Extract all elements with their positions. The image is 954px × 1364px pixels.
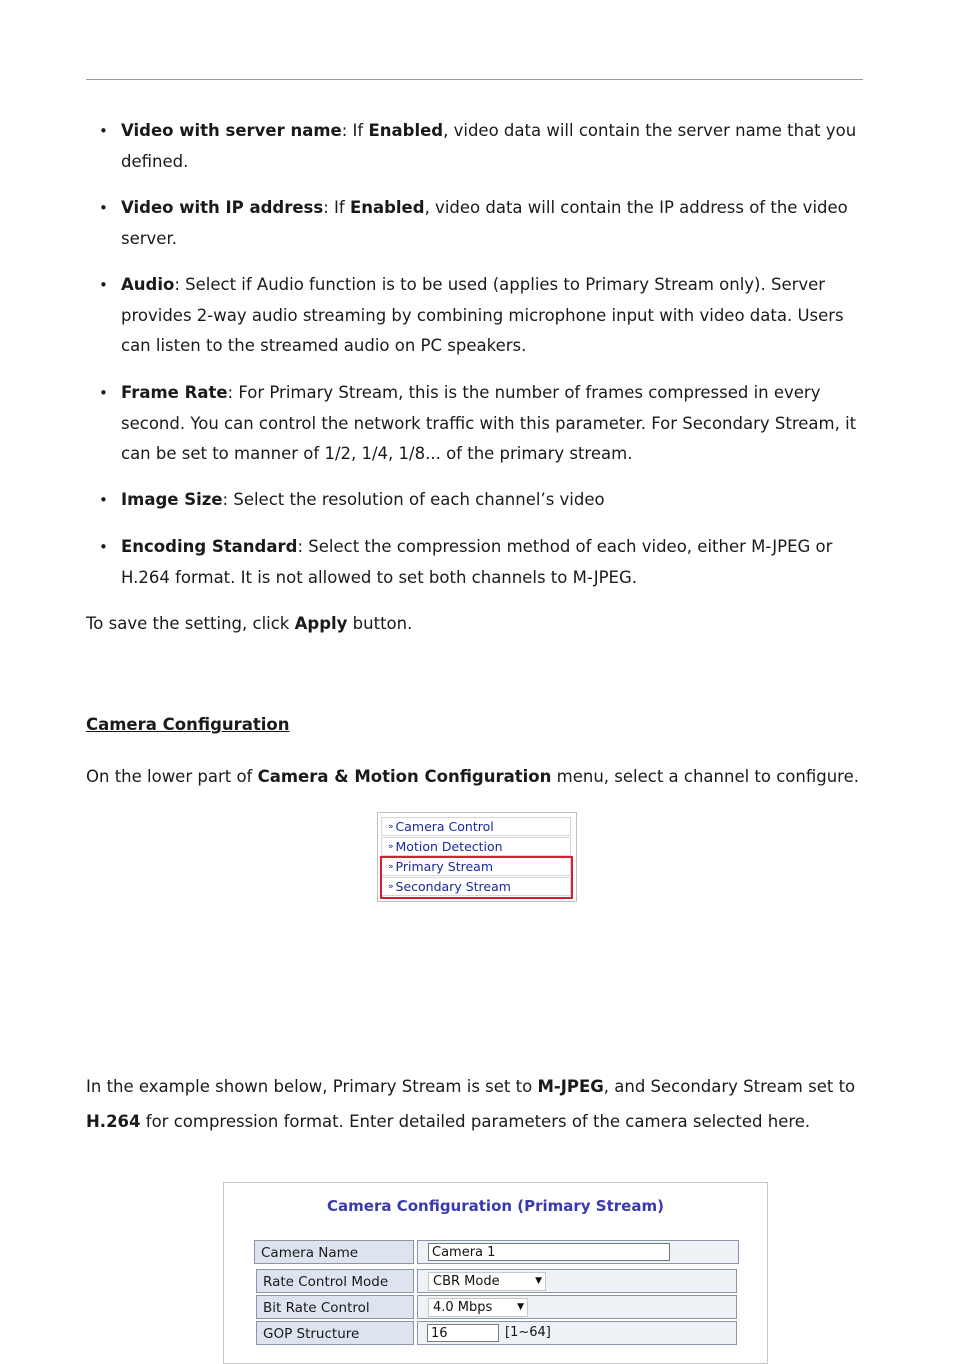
row-camera-name [254,1240,739,1266]
bit-rate-label: Bit Rate Control [256,1295,414,1319]
camera-config-panel [223,1182,768,1364]
bullet-audio [121,270,865,362]
text: : If [341,121,369,140]
bit-rate-select[interactable] [428,1298,528,1317]
bullet-ip-address [121,193,865,254]
term-image-size: Image Size [121,490,223,509]
term-server-name: Video with server name [121,121,342,140]
bullet-encoding-standard [121,532,865,593]
term-frame-rate: Frame Rate [121,383,228,402]
menu-item-motion-detection[interactable] [381,837,571,856]
double-chevron-icon: » [388,841,392,852]
dropdown-arrow-icon: ▼ [517,1302,524,1312]
term-audio: Audio [121,275,175,294]
select-value: 4.0 Mbps [433,1300,493,1315]
term-enabled: Enabled [349,198,425,217]
text: , video data will contain the server name that you defined. [121,121,857,171]
section-heading: Camera Configuration [86,715,290,734]
camera-name-cell [417,1240,739,1264]
bullet-server-name [121,116,865,177]
term-h264: H.264 [86,1112,141,1131]
stream-highlight-box [380,856,573,899]
rate-control-label: Rate Control Mode [256,1269,414,1293]
config-title: Camera Configuration (Primary Stream) [327,1197,664,1215]
camera-name-label: Camera Name [254,1240,414,1264]
gop-cell [417,1321,737,1345]
text: : Select the compression method of each video, either M-JPEG or H.264 format. It is not allowed to set both channels to M-JPEG. [121,537,833,587]
text: : If [323,198,350,217]
bit-rate-cell [417,1295,737,1319]
select-value: CBR Mode [433,1274,500,1289]
menu-item-label: Secondary Stream [395,878,511,894]
text: button. [347,614,413,633]
text: To save the setting, click [86,614,295,633]
menu-item-label: Camera Control [395,818,494,834]
text: , and Secondary Stream set to [603,1077,856,1096]
menu-item-label: Motion Detection [395,838,503,854]
text: : Select if Audio function is to be used (applies to Primary Stream only). Server provides 2-way audio streaming by combining microphone input with video data. Users can listen to the streamed audio on PC speakers. [121,275,844,355]
rate-control-select[interactable] [428,1272,546,1291]
text: In the example shown below, Primary Stream is set to [86,1077,538,1096]
bullet-image-size [121,485,865,516]
camera-name-input[interactable]: Camera 1 [428,1243,670,1261]
save-instruction [86,609,876,639]
term-mjpeg: M-JPEG [537,1077,604,1096]
row-gop [254,1321,739,1347]
dropdown-arrow-icon: ▼ [535,1276,542,1286]
term-ip-address: Video with IP address [121,198,324,217]
rate-control-cell [417,1269,737,1293]
menu-item-label: Primary Stream [395,858,494,874]
term-apply: Apply [294,614,348,633]
menu-item-camera-control[interactable] [381,817,571,836]
example-paragraph [86,1069,876,1139]
row-rate-control [254,1269,739,1295]
text: : Select the resolution of each channel’s video [222,490,605,509]
row-bit-rate [254,1295,739,1321]
text: for compression format. Enter detailed parameters of the camera selected here. [140,1112,811,1131]
term-enabled: Enabled [368,121,444,140]
term-menu-name: Camera & Motion Configuration [257,767,552,786]
text: : For Primary Stream, this is the number of frames compressed in every second. You can control the network traffic with this parameter. For Secondary Stream, it can be set to manner of 1/2, 1/4, 1/8... of the primary stream. [121,383,857,463]
gop-label: GOP Structure [256,1321,414,1345]
text: On the lower part of [86,767,258,786]
double-chevron-icon: » [388,881,392,892]
bullet-frame-rate [121,378,865,470]
text: menu, select a channel to configure. [551,767,860,786]
header-rule [86,79,863,80]
text: , video data will contain the IP address of the video server. [121,198,848,248]
gop-input[interactable]: 16 [427,1324,499,1342]
term-encoding-standard: Encoding Standard [121,537,298,556]
double-chevron-icon: » [388,821,392,832]
intro-paragraph [86,762,876,792]
gop-range: [1~64] [505,1325,551,1340]
double-chevron-icon: » [388,861,392,872]
